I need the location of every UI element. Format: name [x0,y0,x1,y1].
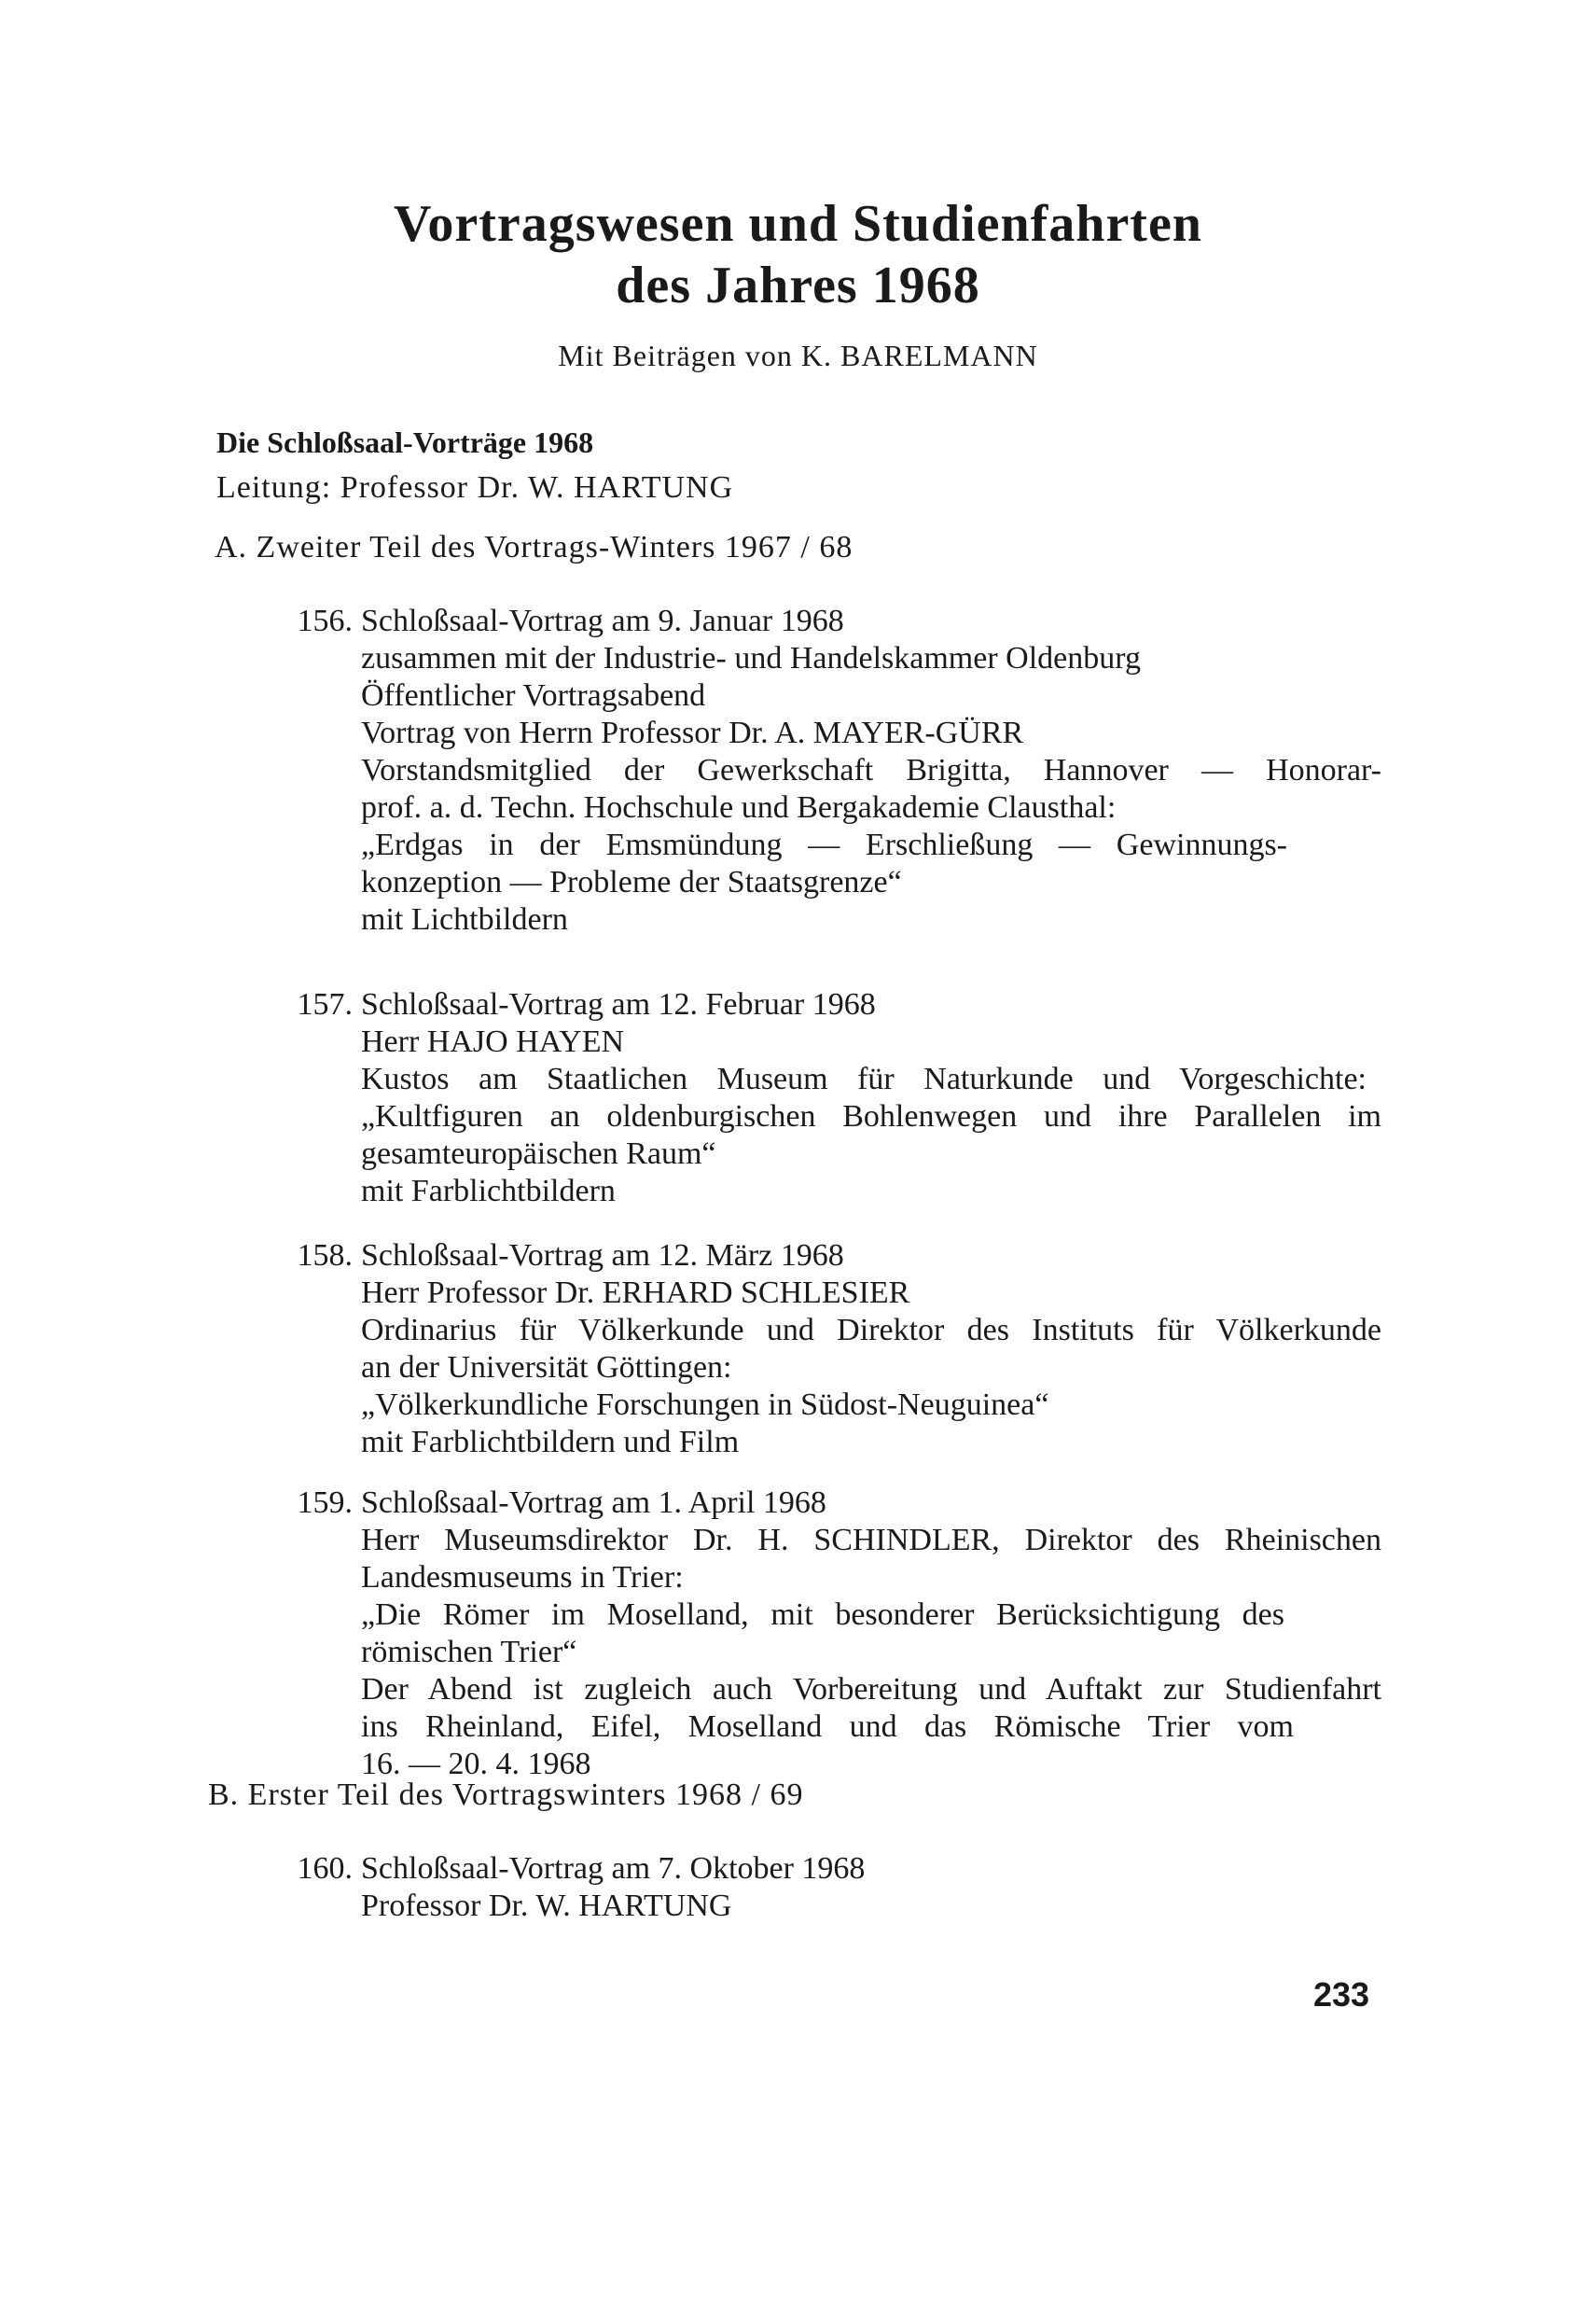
entry-heading: Schloßsaal-Vortrag am 1. April 1968 [361,1485,826,1520]
entry-number: 160. [297,1851,353,1886]
entry-line: Ordinarius für Völkerkunde und Direktor des Instituts für Völkerkunde [361,1313,1381,1347]
entry-number: 158. [297,1238,353,1273]
entry-line: Landesmuseums in Trier: [361,1560,684,1595]
entry-number: 159. [297,1485,353,1520]
entry-line: „Die Römer im Moselland, mit besonderer Berücksichtigung des [361,1597,1284,1632]
entry-line: Herr HAJO HAYEN [361,1025,625,1059]
entry-line: ins Rheinland, Eifel, Moselland und das Römische Trier vom [361,1709,1294,1744]
subtitle: Mit Beiträgen von K. BARELMANN [558,339,1038,372]
entry-line: prof. a. d. Techn. Hochschule und Bergakademie Clausthal: [361,790,1117,825]
entry-line: Kustos am Staatlichen Museum für Naturkunde und Vorgeschichte: [361,1062,1367,1096]
entry-line: „Kultfiguren an oldenburgischen Bohlenwegen und ihre Parallelen im [361,1099,1381,1134]
entry-line: mit Farblichtbildern und Film [361,1425,740,1459]
part-a-heading: A. Zweiter Teil des Vortrags-Winters 1967 / 68 [215,530,854,565]
entry-line: „Völkerkundliche Forschungen in Südost-Neuguinea“ [361,1387,1049,1422]
entry-line: Herr Museumsdirektor Dr. H. SCHINDLER, Direktor des Rheinischen [361,1523,1381,1557]
entry-heading: Schloßsaal-Vortrag am 9. Januar 1968 [361,604,844,638]
entry-line: an der Universität Göttingen: [361,1350,732,1385]
entry-line: römischen Trier“ [361,1635,577,1669]
entry-line: konzeption — Probleme der Staatsgrenze“ [361,865,902,899]
entry-heading: Schloßsaal-Vortrag am 7. Oktober 1968 [361,1851,866,1886]
entry-line: mit Lichtbildern [361,902,568,937]
entry-heading: Schloßsaal-Vortrag am 12. Februar 1968 [361,987,876,1022]
section-heading: Die Schloßsaal-Vorträge 1968 [216,425,594,459]
entry-number: 157. [297,987,353,1022]
entry-line: gesamteuropäischen Raum“ [361,1136,716,1171]
entry-line: Vortrag von Herrn Professor Dr. A. MAYER-GÜRR [361,716,1024,750]
entry-heading: Schloßsaal-Vortrag am 12. März 1968 [361,1238,844,1273]
page-title-line-1: Vortragswesen und Studienfahrten [394,195,1202,253]
entry-line: zusammen mit der Industrie- und Handelskammer Oldenburg [361,641,1141,676]
page-title-line-2: des Jahres 1968 [616,257,980,314]
entry-line: Herr Professor Dr. ERHARD SCHLESIER [361,1275,910,1310]
entry-line: „Erdgas in der Emsmündung — Erschließung — Gewinnungs- [361,828,1287,862]
page-number: 233 [1313,1975,1370,2014]
section-leitung: Leitung: Professor Dr. W. HARTUNG [216,470,734,505]
entry-number: 156. [297,604,353,638]
part-b-heading: B. Erster Teil des Vortragswinters 1968 / 69 [208,1777,804,1812]
entry-line: Vorstandsmitglied der Gewerkschaft Brigitta, Hannover — Honorar- [361,753,1381,788]
entry-line: Professor Dr. W. HARTUNG [361,1889,732,1923]
entry-line: 16. — 20. 4. 1968 [361,1747,591,1781]
entry-line: mit Farblichtbildern [361,1174,616,1208]
entry-line: Öffentlicher Vortragsabend [361,678,706,713]
entry-line: Der Abend ist zugleich auch Vorbereitung und Auftakt zur Studienfahrt [361,1672,1381,1707]
